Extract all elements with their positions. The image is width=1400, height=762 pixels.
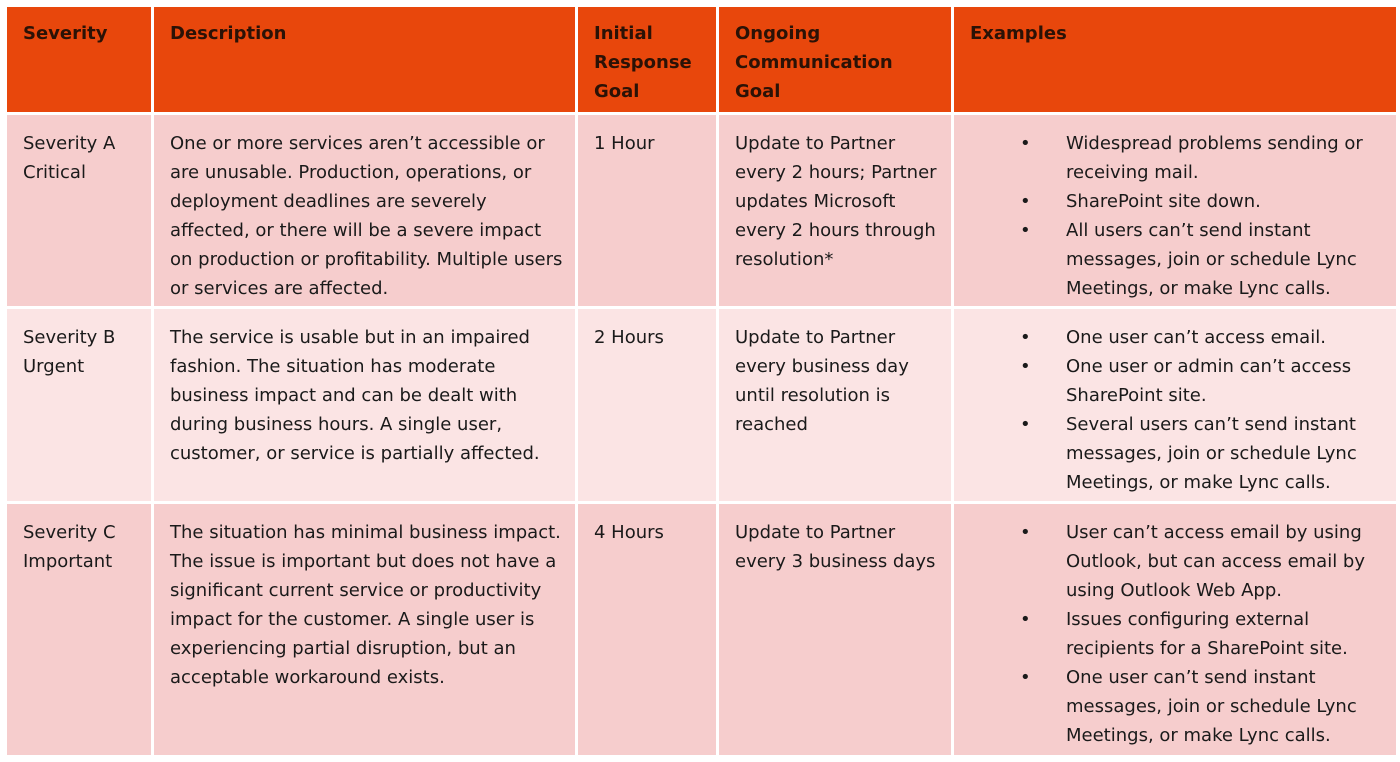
severity-label: Important bbox=[23, 550, 113, 572]
ongoing-communication-cell: Update to Partner every 2 hours; Partner updates Microsoft every 2 hours through resolution* bbox=[718, 114, 953, 308]
example-text: One user or admin can’t access SharePoint site. bbox=[1066, 356, 1352, 407]
list-item bbox=[970, 323, 1384, 352]
description-cell: The situation has minimal business impact. The issue is important but does not have a significant current service or productivity impact for the customer. A single user is experiencing partial disruption, but an acceptable workaround exists. bbox=[153, 502, 577, 756]
table-row bbox=[6, 114, 1398, 308]
header-severity: Severity bbox=[6, 6, 153, 114]
header-ongoing-communication-line: Goal bbox=[735, 81, 781, 102]
severity-cell bbox=[6, 308, 153, 502]
header-initial-response-line: Initial bbox=[594, 23, 653, 44]
severity-label: Urgent bbox=[23, 356, 85, 378]
example-text: User can’t access email by using Outlook, but can access email by using Outlook Web App. bbox=[1066, 521, 1366, 601]
examples-cell bbox=[953, 502, 1398, 756]
list-item bbox=[970, 663, 1384, 750]
bullet-icon: • bbox=[1020, 133, 1031, 154]
examples-list bbox=[970, 518, 1384, 750]
list-item bbox=[970, 187, 1384, 216]
header-examples: Examples bbox=[953, 6, 1398, 114]
list-item bbox=[970, 410, 1384, 497]
severity-level: Severity C bbox=[23, 521, 116, 543]
bullet-icon: • bbox=[1020, 414, 1031, 436]
description-cell: The service is usable but in an impaired fashion. The situation has moderate business impact and can be dealt with during business hours. A single user, customer, or service is partially affected. bbox=[153, 308, 577, 502]
example-text: All users can’t send instant messages, join or schedule Lync Meetings, or make Lync calls. bbox=[1066, 220, 1357, 299]
bullet-icon: • bbox=[1020, 327, 1031, 349]
ongoing-communication-cell: Update to Partner every 3 business days bbox=[718, 502, 953, 756]
bullet-icon: • bbox=[1020, 608, 1031, 630]
bullet-icon: • bbox=[1020, 191, 1031, 212]
example-text: SharePoint site down. bbox=[1066, 191, 1261, 212]
severity-cell bbox=[6, 114, 153, 308]
severity-level: Severity B bbox=[23, 327, 116, 349]
example-text: One user can’t access email. bbox=[1066, 327, 1326, 349]
severity-label: Critical bbox=[23, 162, 86, 183]
severity-table bbox=[4, 4, 1399, 758]
header-initial-response-line: Response bbox=[594, 52, 692, 73]
severity-level: Severity A bbox=[23, 133, 116, 154]
header-initial-response bbox=[577, 6, 718, 114]
table-row bbox=[6, 308, 1398, 502]
header-row bbox=[6, 6, 1398, 114]
list-item bbox=[970, 352, 1384, 410]
bullet-icon: • bbox=[1020, 666, 1031, 688]
examples-cell bbox=[953, 308, 1398, 502]
description-cell: One or more services aren’t accessible or are unusable. Production, operations, or deployment deadlines are severely affected, or there will be a severe impact on production or profitability. Multiple users or services are affected. bbox=[153, 114, 577, 308]
bullet-icon: • bbox=[1020, 521, 1031, 543]
table-row bbox=[6, 502, 1398, 756]
example-text: Several users can’t send instant messages, join or schedule Lync Meetings, or make Lync calls. bbox=[1066, 414, 1357, 494]
list-item bbox=[970, 129, 1384, 187]
list-item bbox=[970, 518, 1384, 605]
header-initial-response-line: Goal bbox=[594, 81, 640, 102]
example-text: Widespread problems sending or receiving mail. bbox=[1066, 133, 1363, 183]
initial-response-cell: 1 Hour bbox=[577, 114, 718, 308]
examples-list bbox=[970, 129, 1384, 303]
initial-response-cell: 4 Hours bbox=[577, 502, 718, 756]
header-description: Description bbox=[153, 6, 577, 114]
bullet-icon: • bbox=[1020, 220, 1031, 241]
examples-cell bbox=[953, 114, 1398, 308]
header-ongoing-communication-line: Communication bbox=[735, 52, 893, 73]
list-item bbox=[970, 216, 1384, 303]
example-text: Issues configuring external recipients for a SharePoint site. bbox=[1066, 608, 1348, 659]
header-ongoing-communication-line: Ongoing bbox=[735, 23, 821, 44]
example-text: One user can’t send instant messages, join or schedule Lync Meetings, or make Lync calls. bbox=[1066, 666, 1357, 746]
severity-cell bbox=[6, 502, 153, 756]
examples-list bbox=[970, 323, 1384, 497]
bullet-icon: • bbox=[1020, 356, 1031, 378]
initial-response-cell: 2 Hours bbox=[577, 308, 718, 502]
ongoing-communication-cell: Update to Partner every business day until resolution is reached bbox=[718, 308, 953, 502]
list-item bbox=[970, 605, 1384, 663]
header-ongoing-communication bbox=[718, 6, 953, 114]
